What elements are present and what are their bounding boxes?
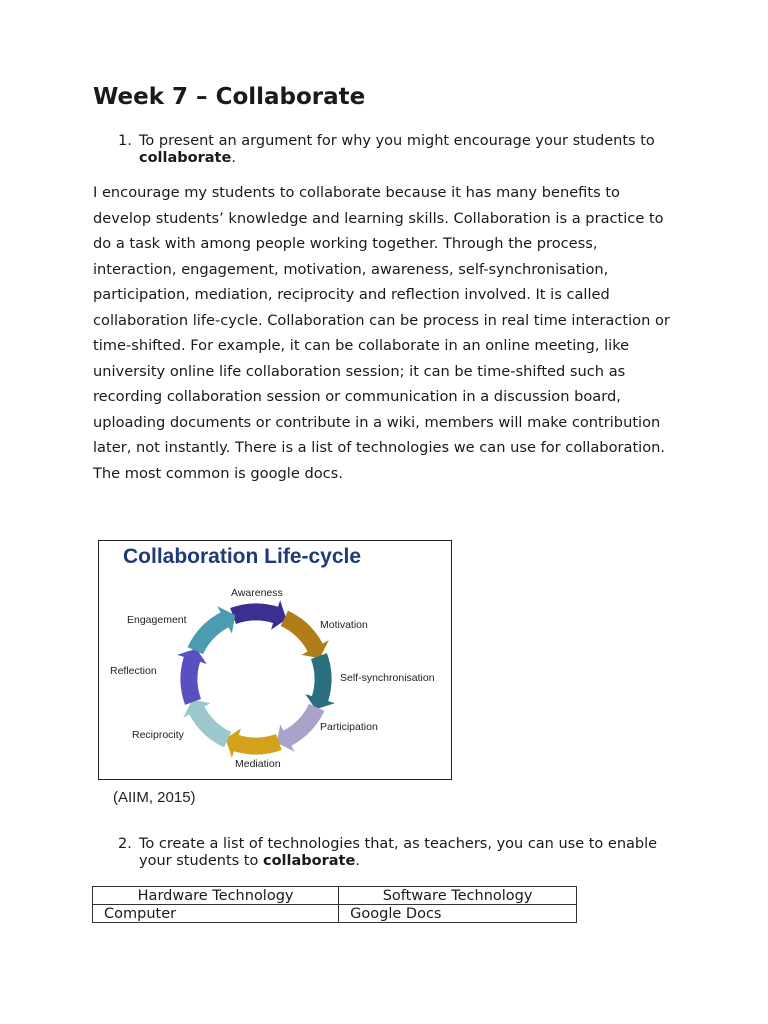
question-text [139,836,678,870]
stage-label-awareness: Awareness [231,587,283,599]
table-row [93,905,577,923]
table-cell-hardware: Computer [93,905,339,923]
stage-label-participation: Participation [320,721,378,733]
lifecycle-figure [98,540,452,780]
cycle-arrow-self-synchronisation [305,653,335,709]
technology-table [92,886,577,923]
cycle-arrow-mediation [226,728,282,758]
question-text [139,133,678,167]
question-number: 1. [118,133,132,149]
cycle-arrow-motivation [281,611,329,659]
stage-label-engagement: Engagement [127,614,187,626]
stage-label-mediation: Mediation [235,758,281,770]
question-1 [118,133,678,167]
table-header-row [93,887,577,905]
cycle-arrow-awareness [230,600,286,630]
question-bold-word: collaborate [262,853,356,869]
question-text-part: To create a list of technologies that, as teachers, you can use to enable your students to [139,836,658,869]
table-header-software: Software Technology [339,887,577,905]
question-bold-word: collaborate [139,150,232,166]
question-text-part: To present an argument for why you might encourage your students to [139,133,655,149]
stage-label-self-synchronisation: Self-synchronisation [340,672,435,684]
body-paragraph: I encourage my students to collaborate because it has many benefits to develop students’ knowledge and learning skills. Collaboration is a practice to do a task with among people working together. Through the process, interaction, engagement, motivation, awareness, self-synchronisation, participation, mediation, reciprocity and reflection involved. It is called collaboration life-cycle. Collaboration can be process in real time interaction or time-shifted. For example, it can be collaborate in an online meeting, like university online life collaboration session; it can be time-shifted such as recording collaboration session or communication in a discussion board, uploading documents or contribute in a wiki, members will make contribution later, not instantly. There is a list of technologies we can use for collaboration. The most common is google docs. [93,184,670,482]
stage-label-reciprocity: Reciprocity [132,729,184,741]
page-title: Week 7 – Collaborate [93,84,366,110]
question-2 [118,836,678,870]
question-number: 2. [118,836,132,852]
stage-label-reflection: Reflection [110,665,157,677]
figure-citation: (AIIM, 2015) [113,789,196,806]
cycle-arrow-reciprocity [183,700,231,748]
cycle-arrow-engagement [188,606,236,654]
lifecycle-cycle-diagram [99,541,451,779]
cycle-arrow-participation [277,704,325,752]
question-text-end: . [355,853,360,869]
figure-title: Collaboration Life-cycle [123,545,362,568]
stage-label-motivation: Motivation [320,619,368,631]
table-cell-software: Google Docs [339,905,577,923]
table-header-hardware: Hardware Technology [93,887,339,905]
question-text-end: . [231,150,236,166]
cycle-arrow-reflection [177,649,207,705]
